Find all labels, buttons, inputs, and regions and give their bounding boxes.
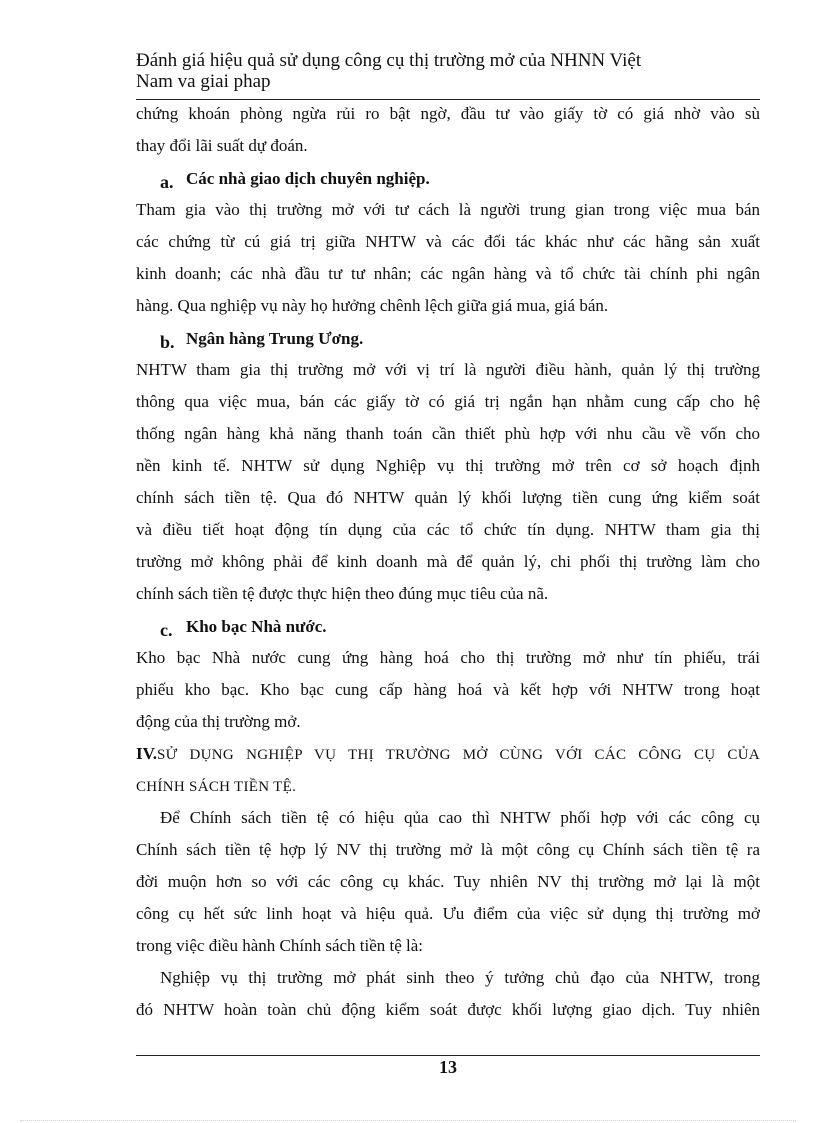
body-line: kinh doanh; các nhà đầu tư tư nhân; các ngân hàng và tổ chức tài chính phi ngân <box>136 264 760 283</box>
body-line: thay đổi lãi suất dự đoán. <box>136 136 308 155</box>
subheading-label: Ngân hàng Trung Ương. <box>186 329 364 348</box>
page-number: 13 <box>439 1057 457 1077</box>
section-title-line-2: CHÍNH SÁCH TIỀN TỆ. <box>136 779 297 795</box>
subheading-a <box>136 162 760 194</box>
list-marker: a. <box>160 172 174 192</box>
running-header <box>136 50 760 92</box>
section-numeral: IV. <box>136 744 157 763</box>
subheading-b <box>136 322 760 354</box>
list-marker: b. <box>160 332 175 352</box>
body-line: chính sách tiền tệ. Qua đó NHTW quản lý khối lượng tiền cung ứng kiểm soát <box>136 488 760 507</box>
subheading-label: Kho bạc Nhà nước. <box>186 617 327 636</box>
body-line: chứng khoán phòng ngừa rủi ro bật ngờ, đầu tư vào giấy tờ có giá nhờ vào sù <box>136 104 760 123</box>
body-line: chính sách tiền tệ được thực hiện theo đúng mục tiêu của nã. <box>136 584 549 603</box>
subheading-label: Các nhà giao dịch chuyên nghiệp. <box>186 169 430 188</box>
body-line: phiếu kho bạc. Kho bạc cung cấp hàng hoá và kết hợp với NHTW trong hoạt <box>136 680 760 699</box>
body-line: công cụ hết sức linh hoạt và hiệu quả. Ưu điểm của việc sử dụng thị trường mở <box>136 904 760 923</box>
body-line: trong việc điều hành Chính sách tiền tệ là: <box>136 936 424 955</box>
page-edge-divider <box>20 1120 796 1121</box>
list-marker: c. <box>160 620 173 640</box>
body-line: Để Chính sách tiền tệ có hiệu qủa cao thì NHTW phối hợp với các công cụ <box>160 808 760 827</box>
body-line: Chính sách tiền tệ hợp lý NV thị trường mở là một công cụ Chính sách tiền tệ ra <box>136 840 760 859</box>
body-line: thống ngân hàng khả năng thanh toán cần thiết phù hợp với nhu cầu về vốn cho <box>136 424 760 443</box>
body-line: hàng. Qua nghiệp vụ này họ hưởng chênh lệch giữa giá mua, giá bán. <box>136 296 609 315</box>
body-line: đời muộn hơn so với các công cụ khác. Tuy nhiên NV thị trường mở lại là một <box>136 872 760 891</box>
body-line: và điều tiết hoạt động tín dụng của các tổ chức tín dụng. NHTW tham gia thị <box>136 520 760 539</box>
body-line: NHTW tham gia thị trường mở với vị trí là người điều hành, quản lý thị trường <box>136 360 760 379</box>
header-title-line-2: Nam va giai phap <box>136 71 271 92</box>
body-line: động của thị trường mở. <box>136 712 301 731</box>
body-line: trường mở không phải để kinh doanh mà để quản lý, chi phối thị trường làm cho <box>136 552 760 571</box>
body-line: Nghiệp vụ thị trường mở phát sinh theo ý tưởng chủ đạo của NHTW, trong <box>160 968 760 987</box>
body-line: các chứng từ cú giá trị giữa NHTW và các đối tác khác như các hãng sản xuất <box>136 232 760 251</box>
subheading-c <box>136 610 760 642</box>
body-line: nền kinh tế. NHTW sử dụng Nghiệp vụ thị trường mở trên cơ sở hoạch định <box>136 456 760 475</box>
body-line: Kho bạc Nhà nước cung ứng hàng hoá cho thị trường mở như tín phiếu, trái <box>136 648 760 667</box>
body-line: thông qua việc mua, bán các giấy tờ có giá trị ngắn hạn nhằm cung cấp cho hệ <box>136 392 760 411</box>
section-heading-iv <box>136 738 760 770</box>
body-line: đó NHTW hoàn toàn chủ động kiểm soát được khối lượng giao dịch. Tuy nhiên <box>136 1000 760 1019</box>
header-title-line-1: Đánh giá hiệu quả sử dụng công cụ thị trường mở của NHNN Việt <box>136 50 642 71</box>
section-title-line-1: SỬ DỤNG NGHIỆP VỤ THỊ TRƯỜNG MỞ CÙNG VỚI CÁC CÔNG CỤ CỦA <box>156 747 760 763</box>
section-heading-iv-continued <box>136 770 760 802</box>
body-line: Tham gia vào thị trường mở với tư cách là người trung gian trong việc mua bán <box>136 200 760 219</box>
page-body <box>136 98 760 1026</box>
